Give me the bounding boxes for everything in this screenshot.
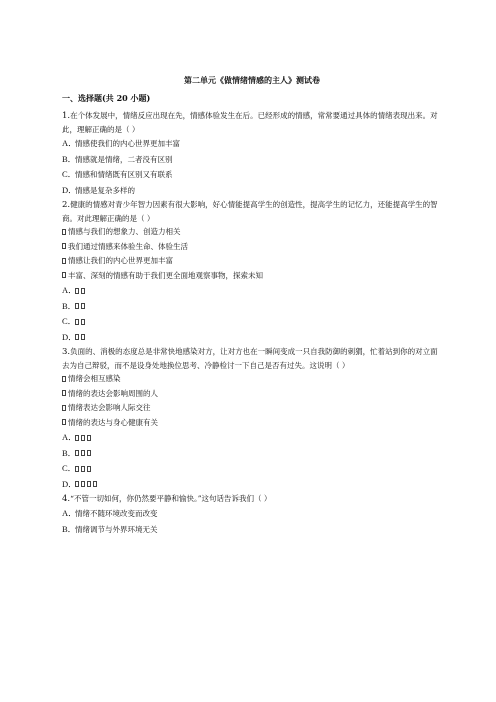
- question-stem: 2.健康的情感对青少年智力因素有很大影响，好心情能提高学生的创造性，提高学生的记忆力，还能提高学生的智商。对此理解正确的是（ ）: [62, 200, 438, 223]
- option-a: A．: [62, 430, 442, 446]
- question-3: [62, 345, 442, 492]
- missing-glyph-icon: [81, 466, 85, 472]
- missing-glyph-icon: [75, 334, 79, 340]
- missing-glyph-icon: [75, 303, 79, 309]
- missing-glyph-icon: [62, 272, 66, 278]
- statement-list: [62, 372, 442, 430]
- statement: 情感与我们的想象力、创造力相关: [62, 225, 442, 240]
- missing-glyph-icon: [81, 450, 85, 456]
- option-d: D．情感是复杂多样的: [62, 184, 135, 195]
- option-b: B．: [62, 299, 442, 315]
- missing-glyph-icon: [81, 435, 85, 441]
- section-heading: 一、选择题(共 20 小题): [62, 93, 151, 103]
- option-a: A．情绪不随环境改变而改变: [62, 508, 158, 518]
- option-a: A．情感使我们的内心世界更加丰富: [62, 138, 180, 148]
- missing-glyph-icon: [62, 229, 66, 235]
- statement: 情绪会相互感染: [62, 372, 442, 387]
- question-stem: 4.“不管一切如何，你仍然要平静和愉快。”这句话告诉我们（ ）: [62, 494, 272, 504]
- page-title: 第二单元《做情绪情感的主人》测试卷: [184, 75, 320, 85]
- missing-glyph-icon: [81, 319, 85, 325]
- question-2: [62, 198, 442, 345]
- option-a: A．: [62, 283, 442, 299]
- question-stem: 1.在个体发展中，情绪反应出现在先，情感体验发生在后。已经形成的情感，常常要通过具体的情绪表现出来。对此，理解正确的是（ ）: [62, 111, 438, 134]
- question-stem: 3.负面的、消极的态度总是非常快地感染对方，让对方也在一瞬间变成一只自我防御的刺猬，忙着站到你的对立面去为自己辩驳，而不是设身处地换位思考、冷静检讨一下自己是否有过失。这说明（ ）: [62, 347, 438, 370]
- missing-glyph-icon: [75, 288, 79, 294]
- missing-glyph-icon: [81, 303, 85, 309]
- missing-glyph-icon: [87, 481, 91, 487]
- missing-glyph-icon: [81, 288, 85, 294]
- statement: 情感让我们的内心世界更加丰富: [62, 254, 442, 269]
- statement: 情绪表达会影响人际交往: [62, 401, 442, 416]
- option-c: C．情感和情绪既有区别又有联系: [62, 169, 173, 179]
- missing-glyph-icon: [87, 435, 91, 441]
- statement: 我们通过情感来体验生命、体验生活: [62, 240, 442, 255]
- missing-glyph-icon: [62, 243, 66, 249]
- option-b: B．: [62, 446, 442, 462]
- question-4: [62, 492, 442, 537]
- option-b: B．情感就是情绪，二者没有区别: [62, 153, 173, 164]
- statement: 情绪的表达会影响周围的人: [62, 387, 442, 402]
- missing-glyph-icon: [75, 481, 79, 487]
- missing-glyph-icon: [81, 481, 85, 487]
- missing-glyph-icon: [87, 450, 91, 456]
- statement-list: [62, 225, 442, 283]
- missing-glyph-icon: [62, 419, 66, 425]
- option-c: C．: [62, 314, 442, 330]
- option-c: C．: [62, 461, 442, 477]
- missing-glyph-icon: [75, 319, 79, 325]
- statement: 情绪的表达与身心健康有关: [62, 416, 442, 431]
- missing-glyph-icon: [87, 466, 91, 472]
- missing-glyph-icon: [62, 376, 66, 382]
- missing-glyph-icon: [62, 258, 66, 264]
- question-1: [62, 109, 442, 198]
- option-d: D．: [62, 330, 442, 346]
- missing-glyph-icon: [62, 390, 66, 396]
- missing-glyph-icon: [75, 435, 79, 441]
- missing-glyph-icon: [81, 334, 85, 340]
- statement: 丰富、深刻的情感有助于我们更全面地观察事物，探索未知: [62, 269, 442, 284]
- missing-glyph-icon: [93, 481, 97, 487]
- option-d: D．: [62, 477, 442, 493]
- missing-glyph-icon: [75, 450, 79, 456]
- missing-glyph-icon: [62, 405, 66, 411]
- missing-glyph-icon: [75, 466, 79, 472]
- option-b: B．情绪调节与外界环境无关: [62, 523, 158, 534]
